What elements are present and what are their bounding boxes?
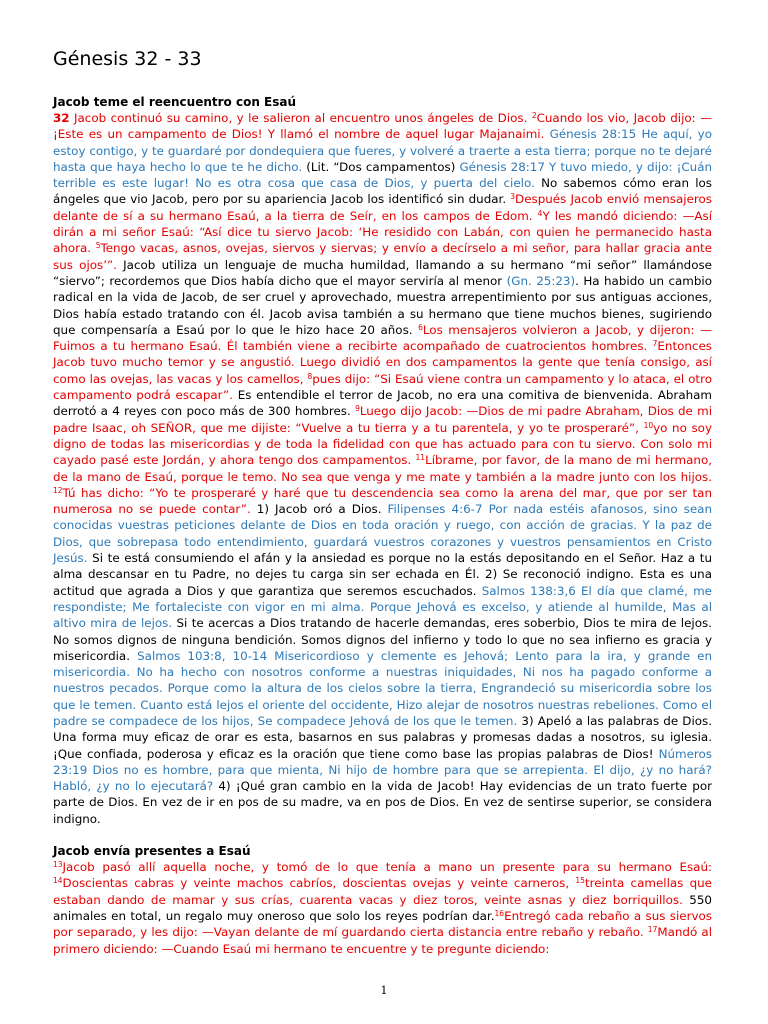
scripture-text: treinta camellas que estaban dando de mamar y sus crías, cuarenta vacas y diez toros, veinte asnas y diez borriquillos. (53, 876, 712, 907)
verse-number: 10 (643, 420, 654, 430)
cross-reference: Filipenses 4:6-7 Por nada estéis afanosos, sino sean conocidas vuestras peticiones delante de Dios en toda oración y ruego, con acción de gracias. Y la paz de Dios, que sobrepasa todo entendimiento, guardará vuestros corazones y vuestros pensamientos en Cristo Jesús. (53, 502, 712, 566)
page-number: 1 (380, 984, 388, 997)
scripture-text: Líbrame, por favor, de la mano de mi hermano, de la mano de Esaú, porque le temo. No sea que venga y me mate y también a la madre junto con los hijos. (53, 453, 712, 484)
verse-number: 4 (537, 208, 543, 218)
scripture-text: Cuando los vio, Jacob dijo: —¡Este es un campamento de Dios! Y llamó el nombre de aquel lugar Majanaimi. (53, 111, 712, 142)
commentary-text: Si te acercas a Dios tratando de hacerle demandas, eres soberbio, Dios te mira de lejos. No somos dignos de ninguna bendición. Somos dignos del infierno y todo lo que no sea infierno es gracia y misericordia. (53, 616, 712, 663)
section-heading-2: Jacob envía presentes a Esaú (53, 844, 251, 859)
commentary-text: (Lit. “Dos campamentos) (302, 159, 460, 174)
cross-reference: Salmos 138:3,6 El día que clamé, me respondiste; Me fortaleciste con vigor en mi alma. Porque Jehová es excelso, y atiende al humilde, Mas al altivo mira de lejos. (53, 583, 712, 631)
scripture-text: yo no soy digno de todas las misericordias y de toda la fidelidad con que has actuado para con tu siervo. Con solo mi cayado pasé este Jordán, y ahora tengo dos campamentos. (53, 420, 712, 468)
scripture-text: Entregó cada rebaño a sus siervos por separado, y les dijo: —Vayan delante de mí guardando cierta distancia entre rebaño y rebaño. (53, 908, 712, 940)
scripture-text: Mandó al primero diciendo: —Cuando Esaú mi hermano te encuentre y te pregunte diciendo: (53, 925, 712, 956)
section-heading-1: Jacob teme el reencuentro con Esaú (53, 95, 297, 109)
verse-number: 3 (510, 192, 516, 202)
verse-number: 16 (494, 908, 505, 918)
verse-number: 6 (418, 322, 423, 332)
commentary-text: No sabemos cómo eran los ángeles que vio Jacob, pero por su apariencia Jacob los identificó sin dudar. (53, 176, 713, 207)
document-page (53, 46, 712, 957)
verse-number: 12 (53, 485, 63, 495)
verse-number: 2 (531, 111, 537, 120)
scripture-text: Tengo vacas, asnos, ovejas, siervos y siervas; y envío a decírselo a mi señor, para hallar gracia ante sus ojos’”. (53, 241, 712, 272)
commentary-text: Es entendible el terror de Jacob, no era una comitiva de bienvenida. Abraham derrotó a 4 reyes con poco más de 300 hombres. (53, 388, 713, 419)
scripture-text: Tú has dicho: “Yo te prosperaré y haré que tu descendencia sea como la arena del mar, que por ser tan numerosa no se puede contar”. (53, 485, 712, 517)
commentary-text: Jacob utiliza un lenguaje de mucha humildad, llamando a su hermano “mi señor” llamándose “siervo”; recordemos que Dios había dicho que el mayor serviría al menor (53, 257, 712, 288)
verse-number: 13 (53, 860, 63, 870)
verse-number: 7 (652, 339, 658, 349)
scripture-text: Los mensajeros volvieron a Jacob, y dijeron: —Fuimos a tu hermano Esaú. Él también viene a recibirte acompañado de cuatrocientos hombres. (53, 322, 712, 354)
commentary-text: 1) Jacob oró a Dios. (250, 502, 388, 517)
verse-number: 9 (355, 404, 360, 414)
section-body-1 (53, 110, 712, 827)
cross-reference: (Gn. 25:23) (506, 273, 576, 288)
verse-number: 17 (647, 925, 658, 935)
scripture-text: Jacob continuó su camino, y le salieron al encuentro unos ángeles de Dios. (69, 111, 532, 125)
verse-number: 11 (415, 453, 426, 463)
scripture-text: Luego dijo Jacob: —Dios de mi padre Abraham, Dios de mi padre Isaac, oh SEÑOR, que me dijiste: “Vuelve a tu tierra y a tu parentela, y yo te prosperaré”, (53, 404, 712, 435)
section-body-2 (53, 859, 712, 957)
page-title: Génesis 32 - 33 (53, 48, 202, 70)
cross-reference: Génesis 28:17 Y tuvo miedo, y dijo: ¡Cuán terrible es este lugar! No es otra cosa que casa de Dios, y puerta del cielo. (53, 159, 713, 191)
commentary-text: 4) ¡Qué gran cambio en la vida de Jacob! Hay evidencias de un trato fuerte por parte de Dios. En vez de ir en pos de su madre, va en pos de Dios. En vez de sentirse superior, se considera indigno. (53, 779, 712, 826)
verse-number: 15 (575, 876, 585, 886)
scripture-text: Después Jacob envió mensajeros delante de sí a su hermano Esaú, a la tierra de Seír, en los campos de Edom. (53, 192, 712, 223)
scripture-text: Entonces Jacob tuvo mucho temor y se angustió. Luego dividió en dos campamentos la gente que tenía consigo, así como las ovejas, las vacas y los camellos, (53, 339, 712, 386)
scripture-text: Jacob pasó allí aquella noche, y tomó de lo que tenía a mano un presente para su hermano Esaú: (62, 860, 712, 875)
commentary-text: . Ha habido un cambio radical en la vida de Jacob, de ser cruel y aprovechado, muestra arrepentimiento por sus antiguas acciones, Dios había estado tratando con él. Jacob avisa también a su hermano que tiene muchos bienes, sugiriendo que compensaría a Esaú por lo que le hizo hace 20 años. (53, 273, 713, 337)
commentary-text: 550 animales en total, un regalo muy oneroso que solo los reyes podrían dar. (53, 892, 712, 923)
scripture-text: Y les mandó diciendo: —Así dirán a mi señor Esaú: “Así dice tu siervo Jacob: ‘He residido con Labán, con quien he permanecido hasta ahora. (53, 208, 713, 256)
cross-reference: Génesis 28:15 He aquí, yo estoy contigo, y te guardaré por dondequiera que fueres, y volveré a traerte a esta tierra; porque no te dejaré hasta que haya hecho lo que te he dicho. (53, 127, 712, 174)
scripture-text: Doscientas cabras y veinte machos cabríos, doscientas ovejas y veinte carneros, (62, 876, 576, 891)
cross-reference: Salmos 103:8, 10-14 Misericordioso y clemente es Jehová; Lento para la ira, y grande en misericordia. No ha hecho con nosotros conforme a nuestras iniquidades, Ni nos ha pagado conforme a nuestros pecados. Porque como la altura de los cielos sobre la tierra, Engrandeció su misericordia sobre los que le temen. Cuanto está lejos el oriente del occidente, Hizo alejar de nosotros nuestras rebeliones. Como el padre se compadece de los hijos, Se compadece Jehová de los que le temen. (53, 648, 713, 728)
scripture-text: pues dijo: “Si Esaú viene contra un campamento y lo ataca, el otro campamento podrá escapar”. (53, 371, 712, 403)
verse-number: 14 (53, 876, 63, 886)
verse-number: 5 (95, 241, 101, 251)
commentary-text: Si te está consumiendo el afán y la ansiedad es porque no la estás depositando en el Señor. Haz a tu alma descansar en tu Padre, no dejes tu carga sin ser echada en Él. 2) Se reconoció indigno. Esta es una actitud que agrada a Dios y que garantiza que seremos escuchados. (53, 551, 712, 598)
verse-number: 8 (307, 371, 313, 381)
cross-reference: Números 23:19 Dios no es hombre, para que mienta, Ni hijo de hombre para que se arrepienta. El dijo, ¿y no hará? Habló, ¿y no lo ejecutará? (53, 746, 712, 794)
scripture-text: 32 (53, 111, 70, 125)
commentary-text: 3) Apeló a las palabras de Dios. Una forma muy eficaz de orar es esta, basarnos en sus palabras y promesas dadas a nosotros, su iglesia. ¡Que confiada, poderosa y eficaz es la oración que tiene como base las propias palabras de Dios! (53, 713, 712, 761)
